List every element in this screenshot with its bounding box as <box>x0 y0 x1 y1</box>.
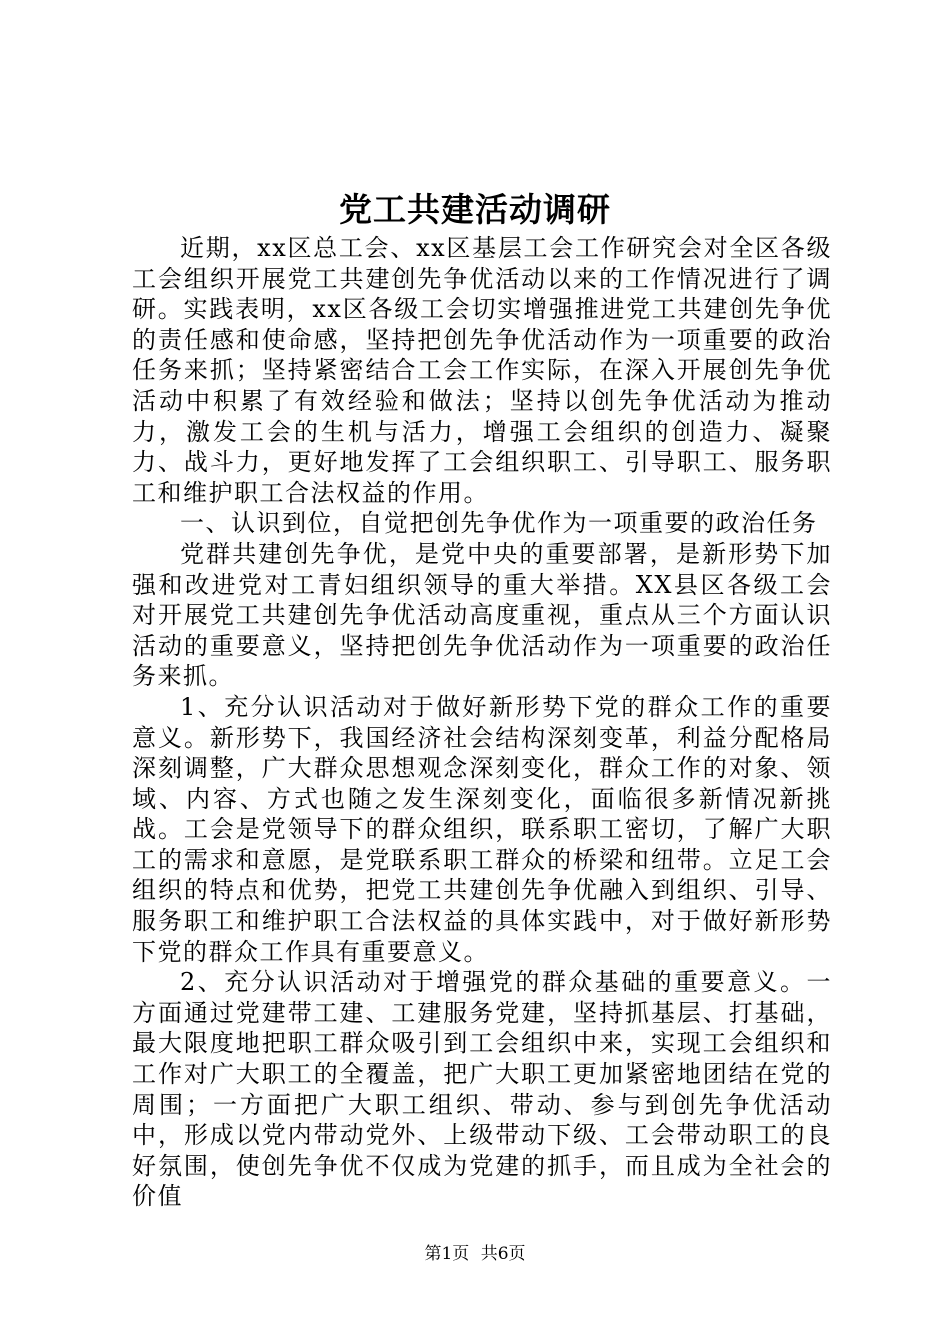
paragraph-section-1: 党群共建创先争优，是党中央的重要部署，是新形势下加强和改进党对工青妇组织领导的重大举措。XX县区各级工会对开展党工共建创先争优活动高度重视，重点从三个方面认识活动的重要意义，坚持把创先争优活动作为一项重要的政治任务来抓。 <box>132 539 832 691</box>
paragraph-point-2: 2、充分认识活动对于增强党的群众基础的重要意义。一方面通过党建带工建、工建服务党建，坚持抓基层、打基础，最大限度地把职工群众吸引到工会组织中来，实现工会组织和工作对广大职工的全覆盖，把广大职工更加紧密地团结在党的周围；一方面把广大职工组织、带动、参与到创先争优活动中，形成以党内带动党外、上级带动下级、工会带动职工的良好氛围，使创先争优不仅成为党建的抓手，而且成为全社会的价值 <box>132 968 832 1211</box>
document-body <box>132 233 832 1212</box>
section-heading-1: 一、认识到位，自觉把创先争优作为一项重要的政治任务 <box>180 509 818 538</box>
page-footer: 第1页 共6页 <box>424 1244 526 1264</box>
document-title: 党工共建活动调研 <box>339 190 611 229</box>
paragraph-point-1: 1、充分认识活动对于做好新形势下党的群众工作的重要意义。新形势下，我国经济社会结构深刻变革，利益分配格局深刻调整，广大群众思想观念深刻变化，群众工作的对象、领域、内容、方式也随之发生深刻变化，面临很多新情况新挑战。工会是党领导下的群众组织，联系职工密切，了解广大职工的需求和意愿，是党联系职工群众的桥梁和纽带。立足工会组织的特点和优势，把党工共建创先争优融入到组织、引导、服务职工和维护职工合法权益的具体实践中，对于做好新形势下党的群众工作具有重要意义。 <box>132 692 832 966</box>
paragraph-intro: 近期，xx区总工会、xx区基层工会工作研究会对全区各级工会组织开展党工共建创先争优活动以来的工作情况进行了调研。实践表明，xx区各级工会切实增强推进党工共建创先争优的责任感和使命感，坚持把创先争优活动作为一项重要的政治任务来抓；坚持紧密结合工会工作实际，在深入开展创先争优活动中积累了有效经验和做法；坚持以创先争优活动为推动力，激发工会的生机与活力，增强工会组织的创造力、凝聚力、战斗力，更好地发挥了工会组织职工、引导职工、服务职工和维护职工合法权益的作用。 <box>132 234 832 507</box>
